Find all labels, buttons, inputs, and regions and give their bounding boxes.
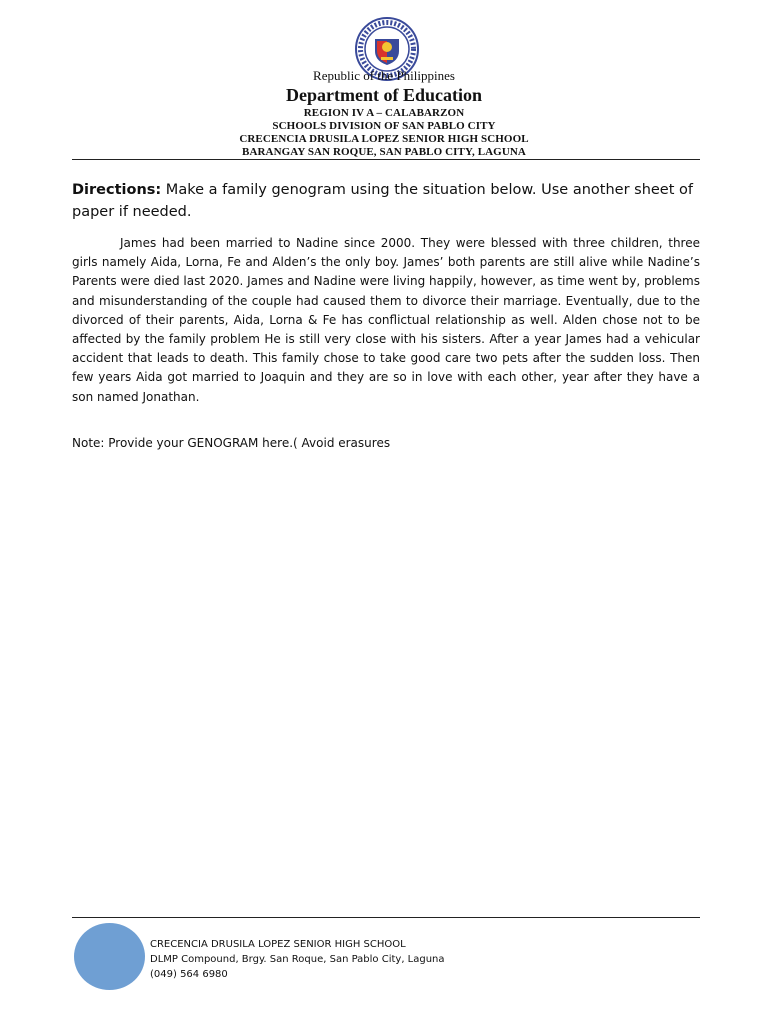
header-divider <box>72 159 700 160</box>
division-line: SCHOOLS DIVISION OF SAN PABLO CITY <box>272 120 496 132</box>
footer-address: DLMP Compound, Brgy. San Roque, San Pablo City, Laguna <box>150 954 445 965</box>
barangay-line: BARANGAY SAN ROQUE, SAN PABLO CITY, LAGUNA <box>242 146 526 158</box>
footer-divider <box>72 917 700 918</box>
footer-phone: (049) 564 6980 <box>150 969 228 980</box>
footer-address-block <box>150 937 445 982</box>
genogram-note: Note: Provide your GENOGRAM here.( Avoid erasures <box>72 436 391 450</box>
directions-text: Make a family genogram using the situation below. Use another sheet of paper if needed. <box>72 182 693 220</box>
region-line: REGION IV A – CALABARZON <box>303 107 465 119</box>
school-line: CRECENCIA DRUSILA LOPEZ SENIOR HIGH SCHOOL <box>239 133 529 145</box>
directions-label: Directions: <box>72 182 162 198</box>
directions-paragraph <box>72 179 700 223</box>
situation-paragraph: James had been married to Nadine since 2000. They were blessed with three children, three girls namely Aida, Lorna, Fe and Alden’s the only boy. James’ both parents are still alive while Nadine’s Parents were died last 2020. James and Nadine were living happily, however, as time went by, problems and misunderstanding of the couple had caused them to divorce their marriage. Eventually, due to the divorced of their parents, Aida, Lorna & Fe has conflictual relationship as well. Alden chose not to be affected by the family problem He is still very close with his sisters. After a year James had a vehicular accident that leads to death. This family chose to take good care two pets after the sudden loss. Then few years Aida got married to Joaquin and they are so in love with each other, year after they have a son named Jonathan. <box>72 236 700 404</box>
republic-title: Republic of the Philippines <box>313 68 455 83</box>
footer-logo-placeholder <box>74 923 145 990</box>
department-title: Department of Education <box>286 85 482 105</box>
footer-school-name: CRECENCIA DRUSILA LOPEZ SENIOR HIGH SCHOOL <box>150 939 406 950</box>
